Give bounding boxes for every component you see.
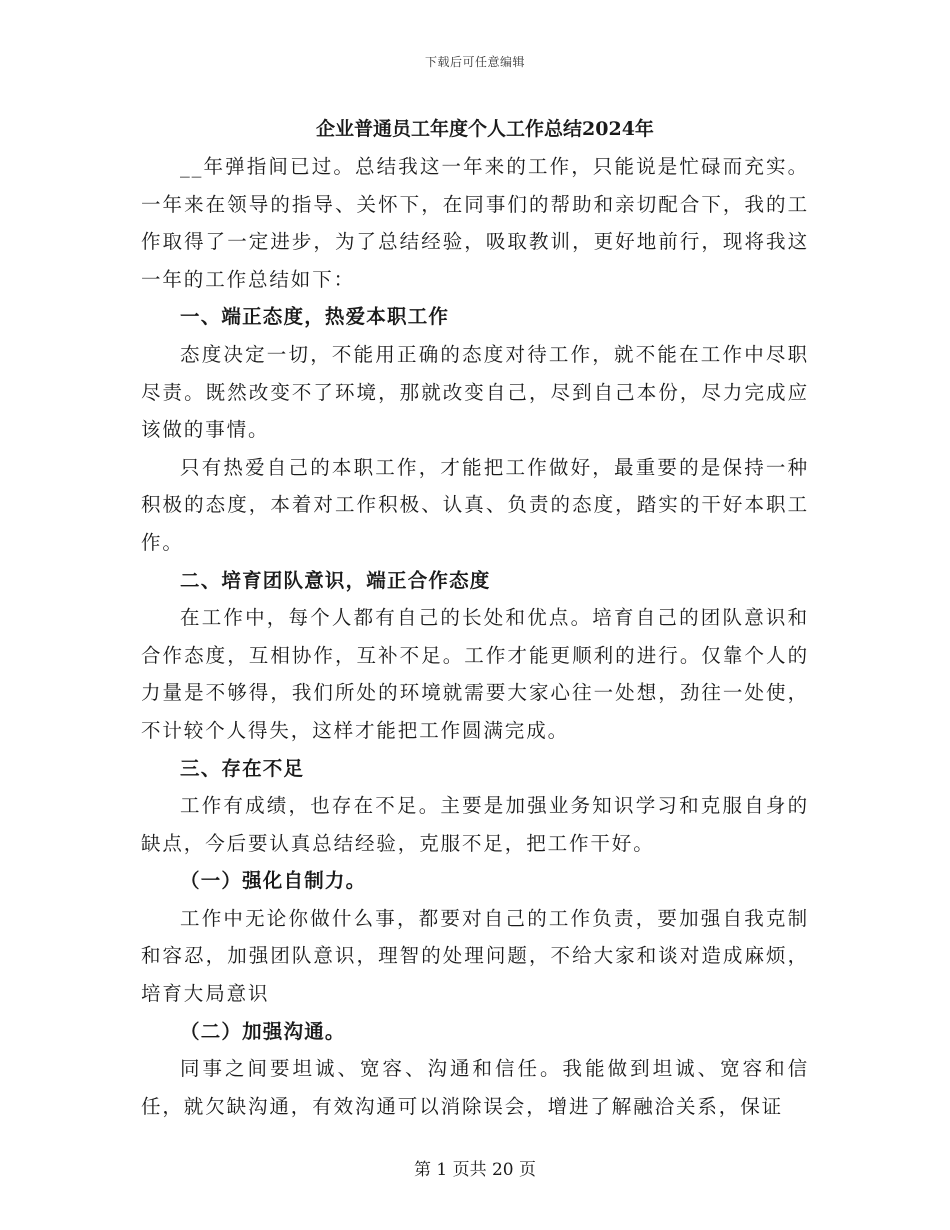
paragraph: __年弹指间已过。总结我这一年来的工作，只能说是忙碌而充实。一年来在领导的指导、关怀下，在同事们的帮助和亲切配合下，我的工作取得了一定进步，为了总结经验，吸取教训，更好地前行，现将我这一年的工作总结如下： <box>141 155 809 291</box>
paragraph: 在工作中，每个人都有自己的长处和优点。培育自己的团队意识和合作态度，互相协作，互补不足。工作才能更顺利的进行。仅靠个人的力量是不够得，我们所处的环境就需要大家心往一处想，劲往一处使，不计较个人得失，这样才能把工作圆满完成。 <box>141 606 809 742</box>
paragraph: 同事之间要坦诚、宽容、沟通和信任。我能做到坦诚、宽容和信任，就欠缺沟通，有效沟通可以消除误会，增进了解融洽关系，保证 <box>141 1057 809 1118</box>
section-heading: 一、端正态度，热爱本职工作 <box>180 305 450 329</box>
paragraph: 工作中无论你做什么事，都要对自己的工作负责，要加强自我克制和容忍，加强团队意识，理智的处理问题，不给大家和谈对造成麻烦，培育大局意识 <box>141 906 809 1006</box>
section-heading: 二、培育团队意识，端正合作态度 <box>180 568 491 592</box>
paragraph: 态度决定一切，不能用正确的态度对待工作，就不能在工作中尽职尽责。既然改变不了环境，那就改变自己，尽到自己本份，尽力完成应该做的事情。 <box>141 342 809 442</box>
document-body <box>141 110 809 1125</box>
document-title: 企业普通员工年度个人工作总结2024年 <box>316 118 654 140</box>
subsection-heading: （一）强化自制力。 <box>180 869 367 893</box>
subsection-heading: （二）加强沟通。 <box>180 1019 346 1043</box>
paragraph: 工作有成绩，也存在不足。主要是加强业务知识学习和克服自身的缺点，今后要认真总结经验，克服不足，把工作干好。 <box>141 794 809 855</box>
section-heading: 三、存在不足 <box>180 756 305 780</box>
page-number-footer: 第 1 页共 20 页 <box>413 1160 537 1180</box>
header-note: 下载后可任意编辑 <box>424 55 525 69</box>
paragraph: 只有热爱自己的本职工作，才能把工作做好，最重要的是保持一种积极的态度，本着对工作积极、认真、负责的态度，踏实的干好本职工作。 <box>141 455 809 554</box>
